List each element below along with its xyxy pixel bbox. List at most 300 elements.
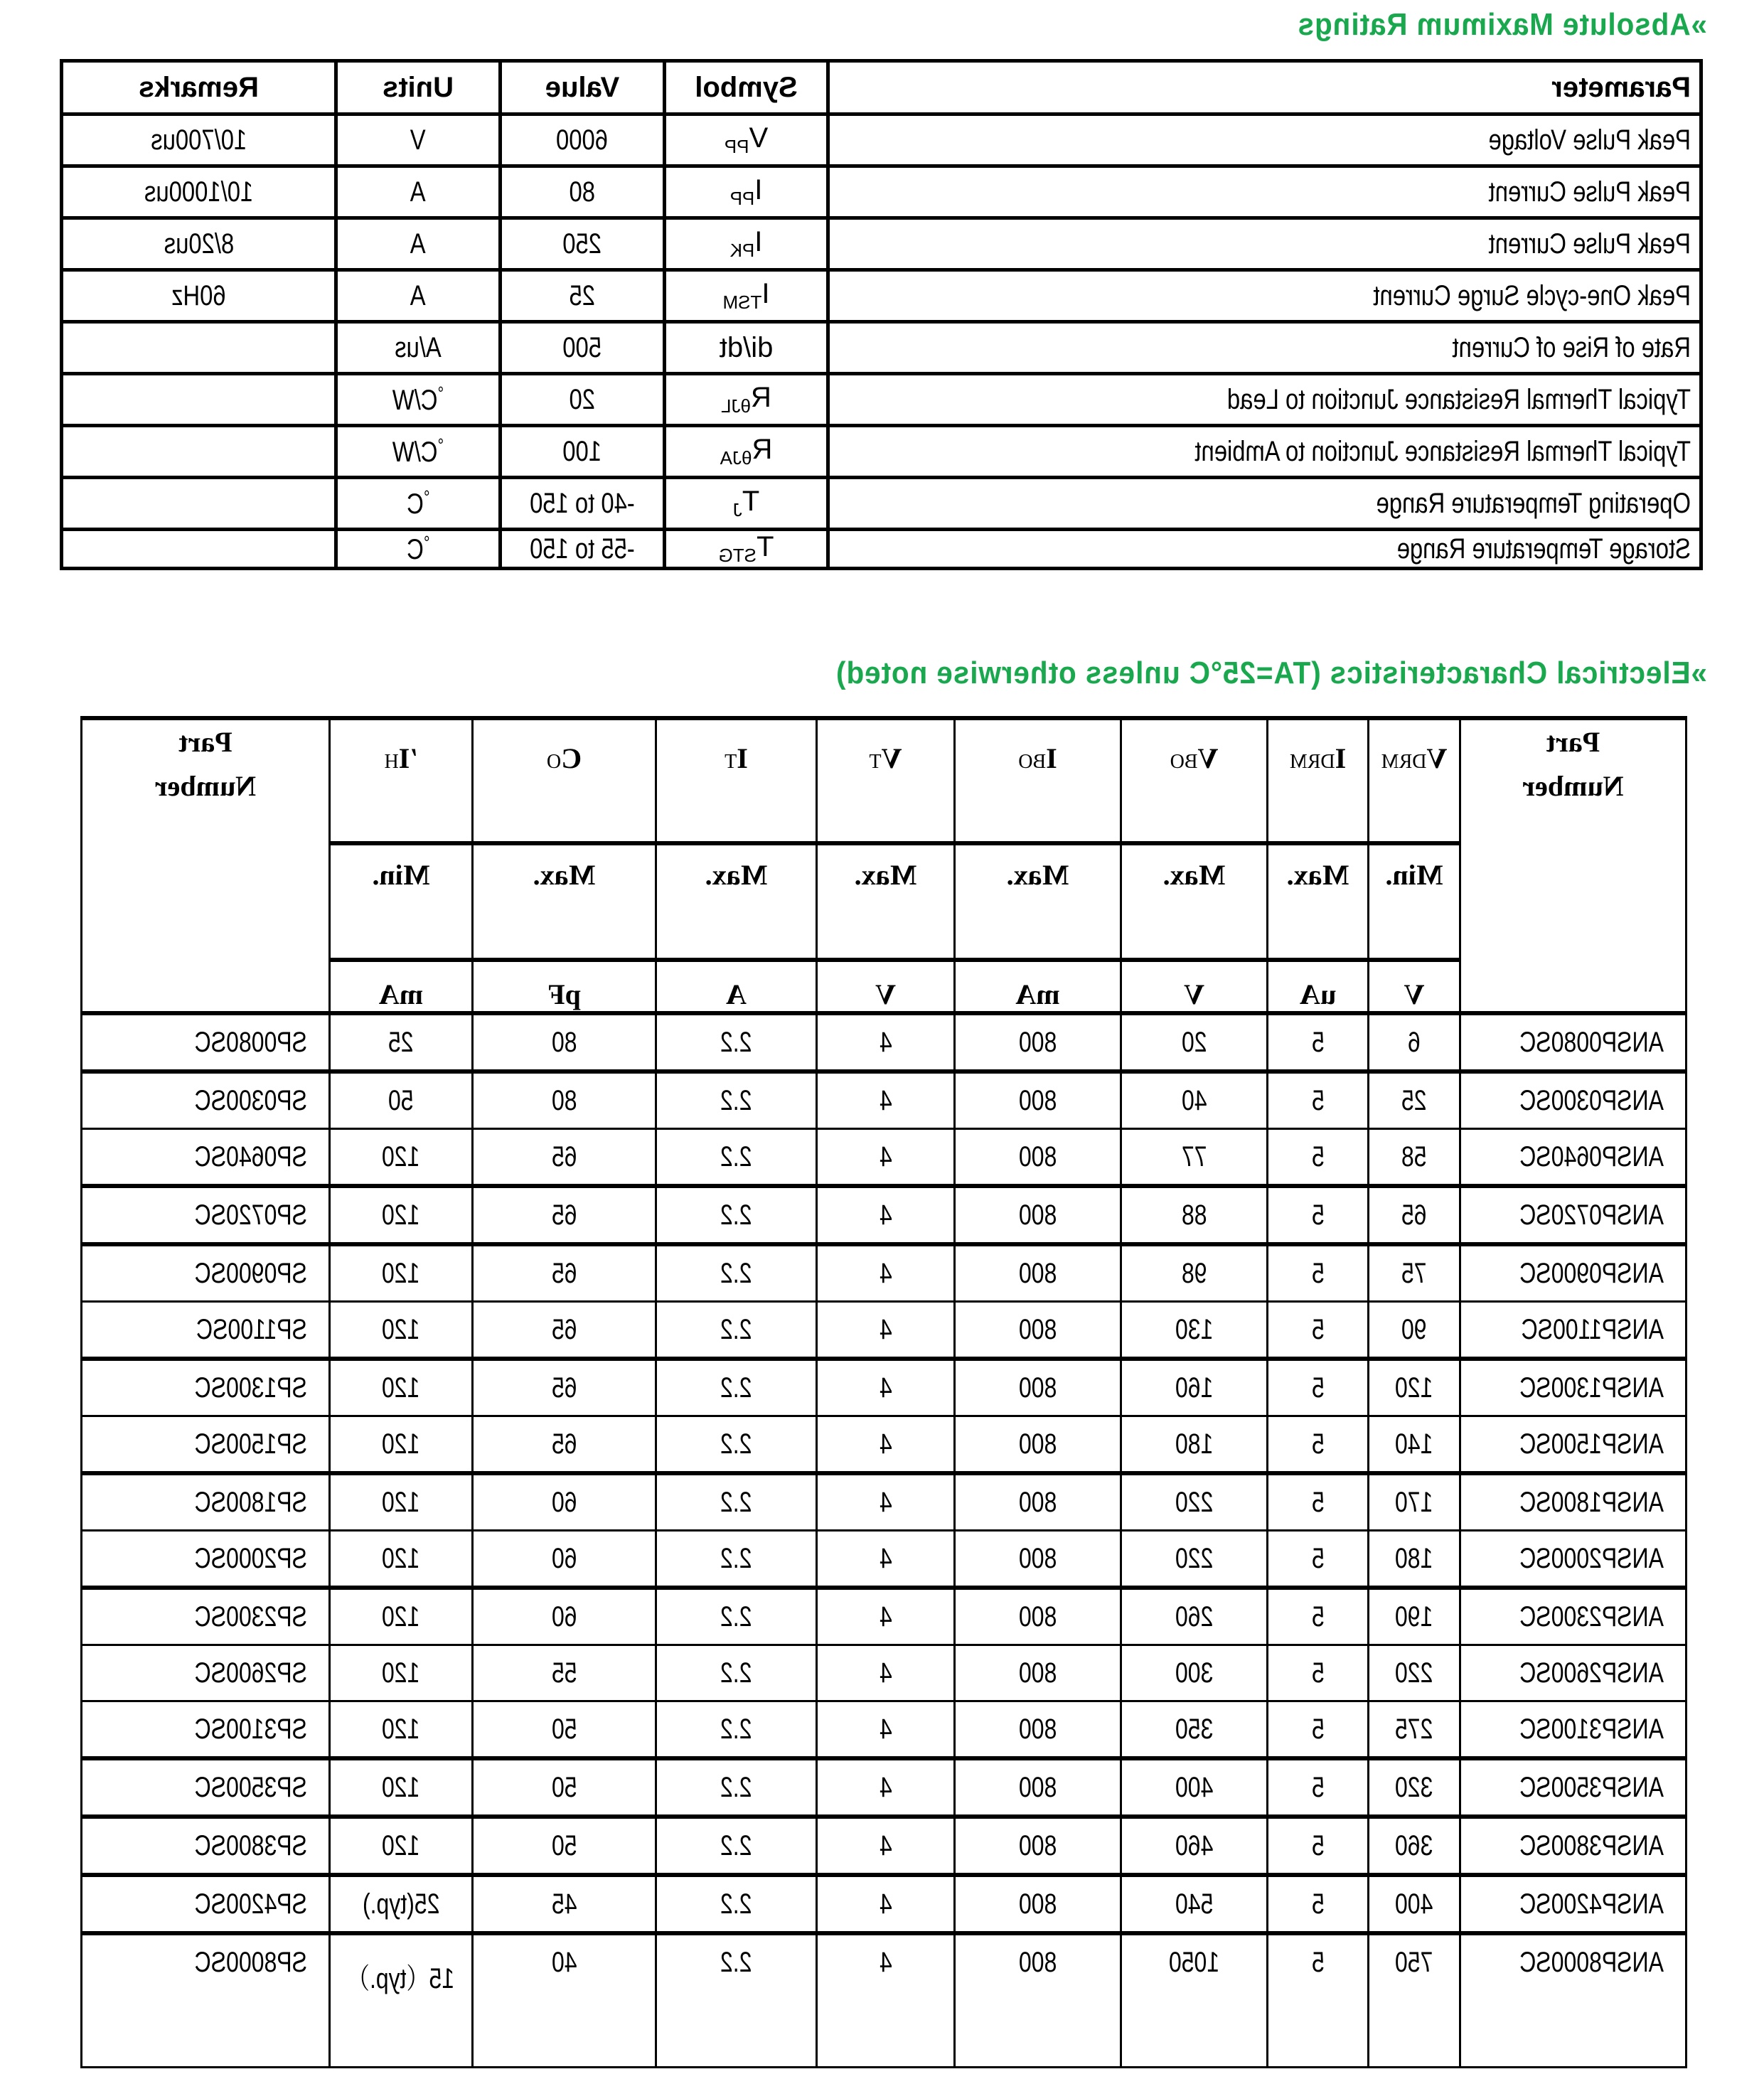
co-cell: [473, 1588, 656, 1645]
table-row: [62, 218, 1701, 270]
it-value: 2.2: [720, 1600, 752, 1632]
alt-part-number-cell: [82, 1817, 330, 1875]
co-value: 50: [551, 1713, 577, 1745]
table-row: [82, 1244, 1687, 1302]
alt-part-number: SP3100SC: [194, 1713, 307, 1745]
units-text: C/W: [392, 385, 438, 416]
co-value: 80: [551, 1084, 577, 1116]
idrm-cell: [1268, 1758, 1369, 1817]
header-symbol-vt: [817, 718, 955, 843]
units-text: A/us: [395, 331, 442, 363]
vt-cell: [817, 1875, 955, 1933]
vt-cell: [817, 1186, 955, 1244]
ih-value: 120: [382, 1771, 420, 1803]
header-limit: Max.: [656, 843, 817, 960]
header-remarks: Remarks: [62, 61, 336, 114]
part-number-cell: [1460, 1071, 1687, 1129]
units-cell: [336, 478, 501, 530]
symbol-subscript: T: [869, 751, 882, 773]
vbo-value: 220: [1175, 1542, 1214, 1574]
remarks-cell: [62, 166, 336, 218]
symbol-cell: [665, 374, 828, 426]
idrm-cell: [1268, 1359, 1369, 1416]
symbol-text: I: [754, 226, 763, 257]
part-number-cell: [1460, 1302, 1687, 1359]
header-part-number: [1460, 718, 1687, 1013]
ibo-cell: [955, 1817, 1121, 1875]
parameter-text: Rate of Rise of Current: [1452, 331, 1691, 363]
ih-value: 120: [382, 1713, 420, 1745]
symbol-cell: [665, 478, 828, 530]
alt-part-number-cell: [82, 1531, 330, 1588]
ih-value: 120: [382, 1257, 420, 1289]
idrm-cell: [1268, 1129, 1369, 1187]
idrm-cell: [1268, 1244, 1369, 1302]
idrm-cell: [1268, 1071, 1369, 1129]
vdrm-cell: [1369, 1701, 1460, 1759]
ibo-cell: [955, 1359, 1121, 1416]
ih-value: 120: [382, 1199, 420, 1231]
it-value: 2.2: [720, 1829, 752, 1861]
idrm-value: 5: [1311, 1313, 1325, 1345]
alt-part-number: SP0720SC: [194, 1199, 307, 1231]
value-text: 500: [562, 331, 602, 363]
vbo-value: 98: [1181, 1257, 1207, 1289]
alt-part-number: SP0300SC: [194, 1084, 307, 1116]
part-number: ANSP2300SC: [1519, 1600, 1664, 1632]
symbol-subscript: θJA: [720, 447, 752, 469]
header-unit: A: [656, 960, 817, 1013]
symbol-cell: [665, 426, 828, 478]
remarks-text: 10/700us: [151, 124, 247, 156]
symbol-subscript: PK: [729, 240, 755, 261]
table-row: [82, 1071, 1687, 1129]
vbo-value: 260: [1175, 1600, 1214, 1632]
electrical-characteristics-table: [80, 716, 1687, 2068]
header-units: Units: [336, 61, 501, 114]
ibo-cell: [955, 1013, 1121, 1071]
units-cell: [336, 426, 501, 478]
vbo-cell: [1121, 1588, 1268, 1645]
vdrm-value: 170: [1395, 1486, 1433, 1518]
alt-part-number: SP2600SC: [194, 1657, 307, 1689]
header-unit: V: [1369, 960, 1460, 1013]
degree-symbol: °: [437, 434, 444, 456]
remarks-cell: [62, 270, 336, 322]
part-number: ANSP1500SC: [1519, 1428, 1664, 1460]
ih-value: 15（typ.）: [347, 1963, 455, 1994]
vbo-cell: [1121, 1416, 1268, 1474]
prime-mark: ′: [410, 742, 418, 774]
alt-part-number-cell: [82, 1875, 330, 1933]
ih-value: 25(typ.): [362, 1888, 440, 1920]
header-parameter: Parameter: [828, 61, 1701, 114]
vdrm-cell: [1369, 1129, 1460, 1187]
units-text: C: [406, 488, 424, 520]
idrm-value: 5: [1311, 1486, 1325, 1518]
table-row: [62, 114, 1701, 166]
vbo-value: 350: [1175, 1713, 1214, 1745]
ibo-value: 800: [1018, 1657, 1057, 1689]
parameter-text: Typical Thermal Resistance Junction to Lead: [1226, 383, 1691, 415]
idrm-value: 5: [1311, 1026, 1325, 1058]
co-cell: [473, 1302, 656, 1359]
part-number: ANSP3800SC: [1519, 1829, 1664, 1861]
vbo-cell: [1121, 1701, 1268, 1759]
ibo-value: 800: [1018, 1947, 1057, 1978]
vdrm-cell: [1369, 1588, 1460, 1645]
units-wrap: [410, 280, 426, 312]
vdrm-cell: [1369, 1933, 1460, 2068]
idrm-cell: [1268, 1875, 1369, 1933]
ibo-cell: [955, 1129, 1121, 1187]
ibo-value: 800: [1018, 1542, 1057, 1574]
vt-cell: [817, 1302, 955, 1359]
vbo-cell: [1121, 1359, 1268, 1416]
vdrm-value: 180: [1395, 1542, 1433, 1574]
vbo-value: 220: [1175, 1486, 1214, 1518]
co-value: 65: [551, 1313, 577, 1345]
ih-value: 50: [388, 1084, 414, 1116]
vbo-value: 130: [1175, 1313, 1214, 1345]
table-row: [62, 166, 1701, 218]
co-value: 45: [551, 1888, 577, 1920]
ih-cell: [330, 1302, 473, 1359]
table-row: [82, 1758, 1687, 1817]
remarks-cell: [62, 530, 336, 569]
idrm-value: 5: [1311, 1888, 1325, 1920]
table-row: [82, 1588, 1687, 1645]
remarks-cell: [62, 218, 336, 270]
co-cell: [473, 1244, 656, 1302]
header-value: Value: [501, 61, 665, 114]
ibo-value: 800: [1018, 1771, 1057, 1803]
vbo-value: 77: [1181, 1140, 1207, 1172]
ibo-cell: [955, 1933, 1121, 2068]
part-number-cell: [1460, 1701, 1687, 1759]
units-text: A: [410, 176, 426, 208]
vdrm-value: 120: [1395, 1372, 1433, 1404]
vdrm-value: 65: [1401, 1199, 1427, 1231]
vt-cell: [817, 1645, 955, 1701]
idrm-cell: [1268, 1645, 1369, 1701]
units-wrap: [410, 176, 426, 208]
idrm-cell: [1268, 1701, 1369, 1759]
remarks-text: 8/20us: [164, 228, 234, 260]
table-row: [62, 478, 1701, 530]
table-row: [82, 1129, 1687, 1187]
it-cell: [656, 1186, 817, 1244]
vbo-cell: [1121, 1875, 1268, 1933]
header-part-number-alt: [82, 718, 330, 1013]
remarks-cell: [62, 478, 336, 530]
parameter-text: Peak Pulse Current: [1488, 176, 1691, 208]
vt-value: 4: [879, 1372, 892, 1404]
vt-cell: [817, 1531, 955, 1588]
value-cell: [501, 530, 665, 569]
parameter-text: Peak Pulse Voltage: [1488, 124, 1691, 156]
value-text: -40 to 150: [530, 487, 635, 519]
header-symbol-co: [473, 718, 656, 843]
symbol-text: V: [881, 742, 902, 774]
parameter-cell: [828, 114, 1701, 166]
vt-value: 4: [879, 1486, 892, 1518]
vdrm-cell: [1369, 1758, 1460, 1817]
vdrm-cell: [1369, 1645, 1460, 1701]
symbol-subscript: BO: [1170, 751, 1198, 773]
idrm-value: 5: [1311, 1829, 1325, 1861]
part-number: ANSP0900SC: [1519, 1257, 1664, 1289]
vbo-value: 1050: [1168, 1947, 1220, 1978]
ibo-value: 800: [1018, 1084, 1057, 1116]
it-value: 2.2: [720, 1428, 752, 1460]
units-cell: [336, 114, 501, 166]
part-number: ANSP0300SC: [1519, 1084, 1664, 1116]
part-number: ANSP0720SC: [1519, 1199, 1664, 1231]
alt-part-number: SP1800SC: [194, 1486, 307, 1518]
vt-cell: [817, 1013, 955, 1071]
it-cell: [656, 1933, 817, 2068]
units-wrap: [392, 434, 444, 469]
table-row: [62, 530, 1701, 569]
it-cell: [656, 1359, 817, 1416]
symbol-subscript: T: [725, 751, 737, 773]
parameter-cell: [828, 374, 1701, 426]
ih-cell: [330, 1933, 473, 2068]
ih-cell: [330, 1416, 473, 1474]
co-cell: [473, 1473, 656, 1531]
ih-value: 120: [382, 1486, 420, 1518]
parameter-text: Typical Thermal Resistance Junction to Ambient: [1194, 435, 1691, 467]
vt-cell: [817, 1129, 955, 1187]
table-row: [82, 1817, 1687, 1875]
symbol-text: C: [561, 742, 582, 774]
vdrm-value: 320: [1395, 1771, 1433, 1803]
table-row: [82, 1416, 1687, 1474]
vbo-cell: [1121, 1645, 1268, 1701]
part-number: ANSP1300SC: [1519, 1372, 1664, 1404]
value-text: 6000: [556, 124, 609, 156]
it-value: 2.2: [720, 1313, 752, 1345]
alt-part-number: SP3500SC: [194, 1771, 307, 1803]
vt-value: 4: [879, 1313, 892, 1345]
symbol-text: R: [751, 382, 771, 413]
vdrm-cell: [1369, 1244, 1460, 1302]
vt-value: 4: [879, 1600, 892, 1632]
header-symbol-ih: [330, 718, 473, 843]
part-number-cell: [1460, 1758, 1687, 1817]
idrm-cell: [1268, 1588, 1369, 1645]
vbo-value: 20: [1181, 1026, 1207, 1058]
units-text: C/W: [392, 437, 438, 468]
ibo-value: 800: [1018, 1313, 1057, 1345]
symbol-text: T: [742, 486, 760, 517]
symbol-text: di/dt: [719, 331, 774, 363]
part-number: ANSP3500SC: [1519, 1771, 1664, 1803]
vt-value: 4: [879, 1199, 892, 1231]
symbol-text: T: [757, 531, 774, 562]
ibo-cell: [955, 1302, 1121, 1359]
header-symbol-vdrm: [1369, 718, 1460, 843]
idrm-value: 5: [1311, 1372, 1325, 1404]
symbol-subscript: PP: [729, 188, 755, 209]
value-cell: [501, 478, 665, 530]
idrm-cell: [1268, 1933, 1369, 2068]
symbol-cell: [665, 114, 828, 166]
header-limit: Max.: [1268, 843, 1369, 960]
it-cell: [656, 1071, 817, 1129]
vdrm-value: 6: [1408, 1026, 1421, 1058]
vt-cell: [817, 1071, 955, 1129]
table-row: [82, 1013, 1687, 1071]
vdrm-cell: [1369, 1013, 1460, 1071]
idrm-value: 5: [1311, 1140, 1325, 1172]
ih-value: 120: [382, 1829, 420, 1861]
ih-value: 120: [382, 1542, 420, 1574]
alt-part-number-cell: [82, 1302, 330, 1359]
value-text: 25: [569, 279, 596, 311]
idrm-value: 5: [1311, 1713, 1325, 1745]
it-value: 2.2: [720, 1771, 752, 1803]
table-row: [82, 1531, 1687, 1588]
co-cell: [473, 1071, 656, 1129]
units-text: V: [410, 124, 426, 156]
table-row: [82, 1701, 1687, 1759]
alt-part-number-cell: [82, 1359, 330, 1416]
vdrm-cell: [1369, 1531, 1460, 1588]
table-row: [82, 1359, 1687, 1416]
parameter-cell: [828, 218, 1701, 270]
vt-value: 4: [879, 1428, 892, 1460]
co-cell: [473, 1875, 656, 1933]
units-cell: [336, 322, 501, 374]
part-number-cell: [1460, 1588, 1687, 1645]
vbo-cell: [1121, 1758, 1268, 1817]
ibo-cell: [955, 1875, 1121, 1933]
ih-cell: [330, 1875, 473, 1933]
ibo-value: 800: [1018, 1372, 1057, 1404]
symbol-text: I: [1046, 742, 1057, 774]
vbo-cell: [1121, 1129, 1268, 1187]
part-number-cell: [1460, 1531, 1687, 1588]
vbo-cell: [1121, 1013, 1268, 1071]
ibo-cell: [955, 1645, 1121, 1701]
alt-part-number-cell: [82, 1416, 330, 1474]
ih-cell: [330, 1531, 473, 1588]
remarks-text: 10/1000us: [144, 176, 254, 208]
ih-value: 120: [382, 1428, 420, 1460]
it-value: 2.2: [720, 1888, 752, 1920]
idrm-value: 5: [1311, 1084, 1325, 1116]
symbol-text: I: [737, 742, 748, 774]
remarks-cell: [62, 322, 336, 374]
alt-part-number-cell: [82, 1071, 330, 1129]
it-cell: [656, 1129, 817, 1187]
part-number: ANSP3100SC: [1519, 1713, 1664, 1745]
table-row: [82, 1302, 1687, 1359]
it-cell: [656, 1645, 817, 1701]
vt-cell: [817, 1244, 955, 1302]
co-cell: [473, 1359, 656, 1416]
co-value: 55: [551, 1657, 577, 1689]
it-value: 2.2: [720, 1947, 752, 1978]
it-cell: [656, 1758, 817, 1817]
ih-cell: [330, 1244, 473, 1302]
co-cell: [473, 1013, 656, 1071]
units-wrap: [407, 486, 429, 520]
vt-value: 4: [879, 1657, 892, 1689]
alt-part-number: SP1300SC: [194, 1372, 307, 1404]
value-text: 80: [569, 176, 596, 208]
co-cell: [473, 1933, 656, 2068]
header-unit: uA: [1268, 960, 1369, 1013]
ibo-value: 800: [1018, 1026, 1057, 1058]
vbo-cell: [1121, 1071, 1268, 1129]
ih-value: 25: [388, 1026, 414, 1058]
ih-value: 120: [382, 1372, 420, 1404]
ih-cell: [330, 1473, 473, 1531]
ih-value: 120: [382, 1140, 420, 1172]
co-cell: [473, 1416, 656, 1474]
part-number-cell: [1460, 1875, 1687, 1933]
vt-cell: [817, 1473, 955, 1531]
vbo-value: 300: [1175, 1657, 1214, 1689]
alt-part-number: SP2000SC: [194, 1542, 307, 1574]
parameter-text: Operating Temperature Range: [1376, 487, 1691, 519]
idrm-value: 5: [1311, 1428, 1325, 1460]
table-row: [82, 1875, 1687, 1933]
ibo-cell: [955, 1701, 1121, 1759]
part-number: ANSP8000SC: [1519, 1947, 1664, 1978]
ih-cell: [330, 1817, 473, 1875]
header-limit: Max.: [473, 843, 656, 960]
vdrm-value: 90: [1401, 1313, 1427, 1345]
ibo-cell: [955, 1588, 1121, 1645]
value-cell: [501, 218, 665, 270]
ih-value: 120: [382, 1657, 420, 1689]
part-number: ANSP1100SC: [1521, 1313, 1664, 1345]
ih-cell: [330, 1645, 473, 1701]
idrm-value: 5: [1311, 1771, 1325, 1803]
vbo-value: 400: [1175, 1771, 1214, 1803]
ih-cell: [330, 1186, 473, 1244]
alt-part-number: SP3800SC: [194, 1829, 307, 1861]
idrm-cell: [1268, 1416, 1369, 1474]
units-cell: [336, 166, 501, 218]
part-number-cell: [1460, 1817, 1687, 1875]
ih-cell: [330, 1359, 473, 1416]
symbol-text: V: [1197, 742, 1219, 774]
value-text: -55 to 150: [530, 533, 635, 565]
ibo-cell: [955, 1473, 1121, 1531]
symbol-subscript: BO: [1018, 751, 1047, 773]
vt-value: 4: [879, 1084, 892, 1116]
value-cell: [501, 426, 665, 478]
vdrm-value: 750: [1395, 1947, 1433, 1978]
vbo-value: 540: [1175, 1888, 1214, 1920]
symbol-subscript: TSM: [722, 292, 762, 313]
parameter-cell: [828, 166, 1701, 218]
vbo-value: 160: [1175, 1372, 1214, 1404]
ih-cell: [330, 1701, 473, 1759]
table-row: [82, 1933, 1687, 2068]
vbo-cell: [1121, 1817, 1268, 1875]
ibo-value: 800: [1018, 1257, 1057, 1289]
symbol-subscript: DRM: [1381, 751, 1427, 773]
ibo-cell: [955, 1244, 1121, 1302]
header-unit: V: [1121, 960, 1268, 1013]
idrm-value: 5: [1311, 1657, 1325, 1689]
